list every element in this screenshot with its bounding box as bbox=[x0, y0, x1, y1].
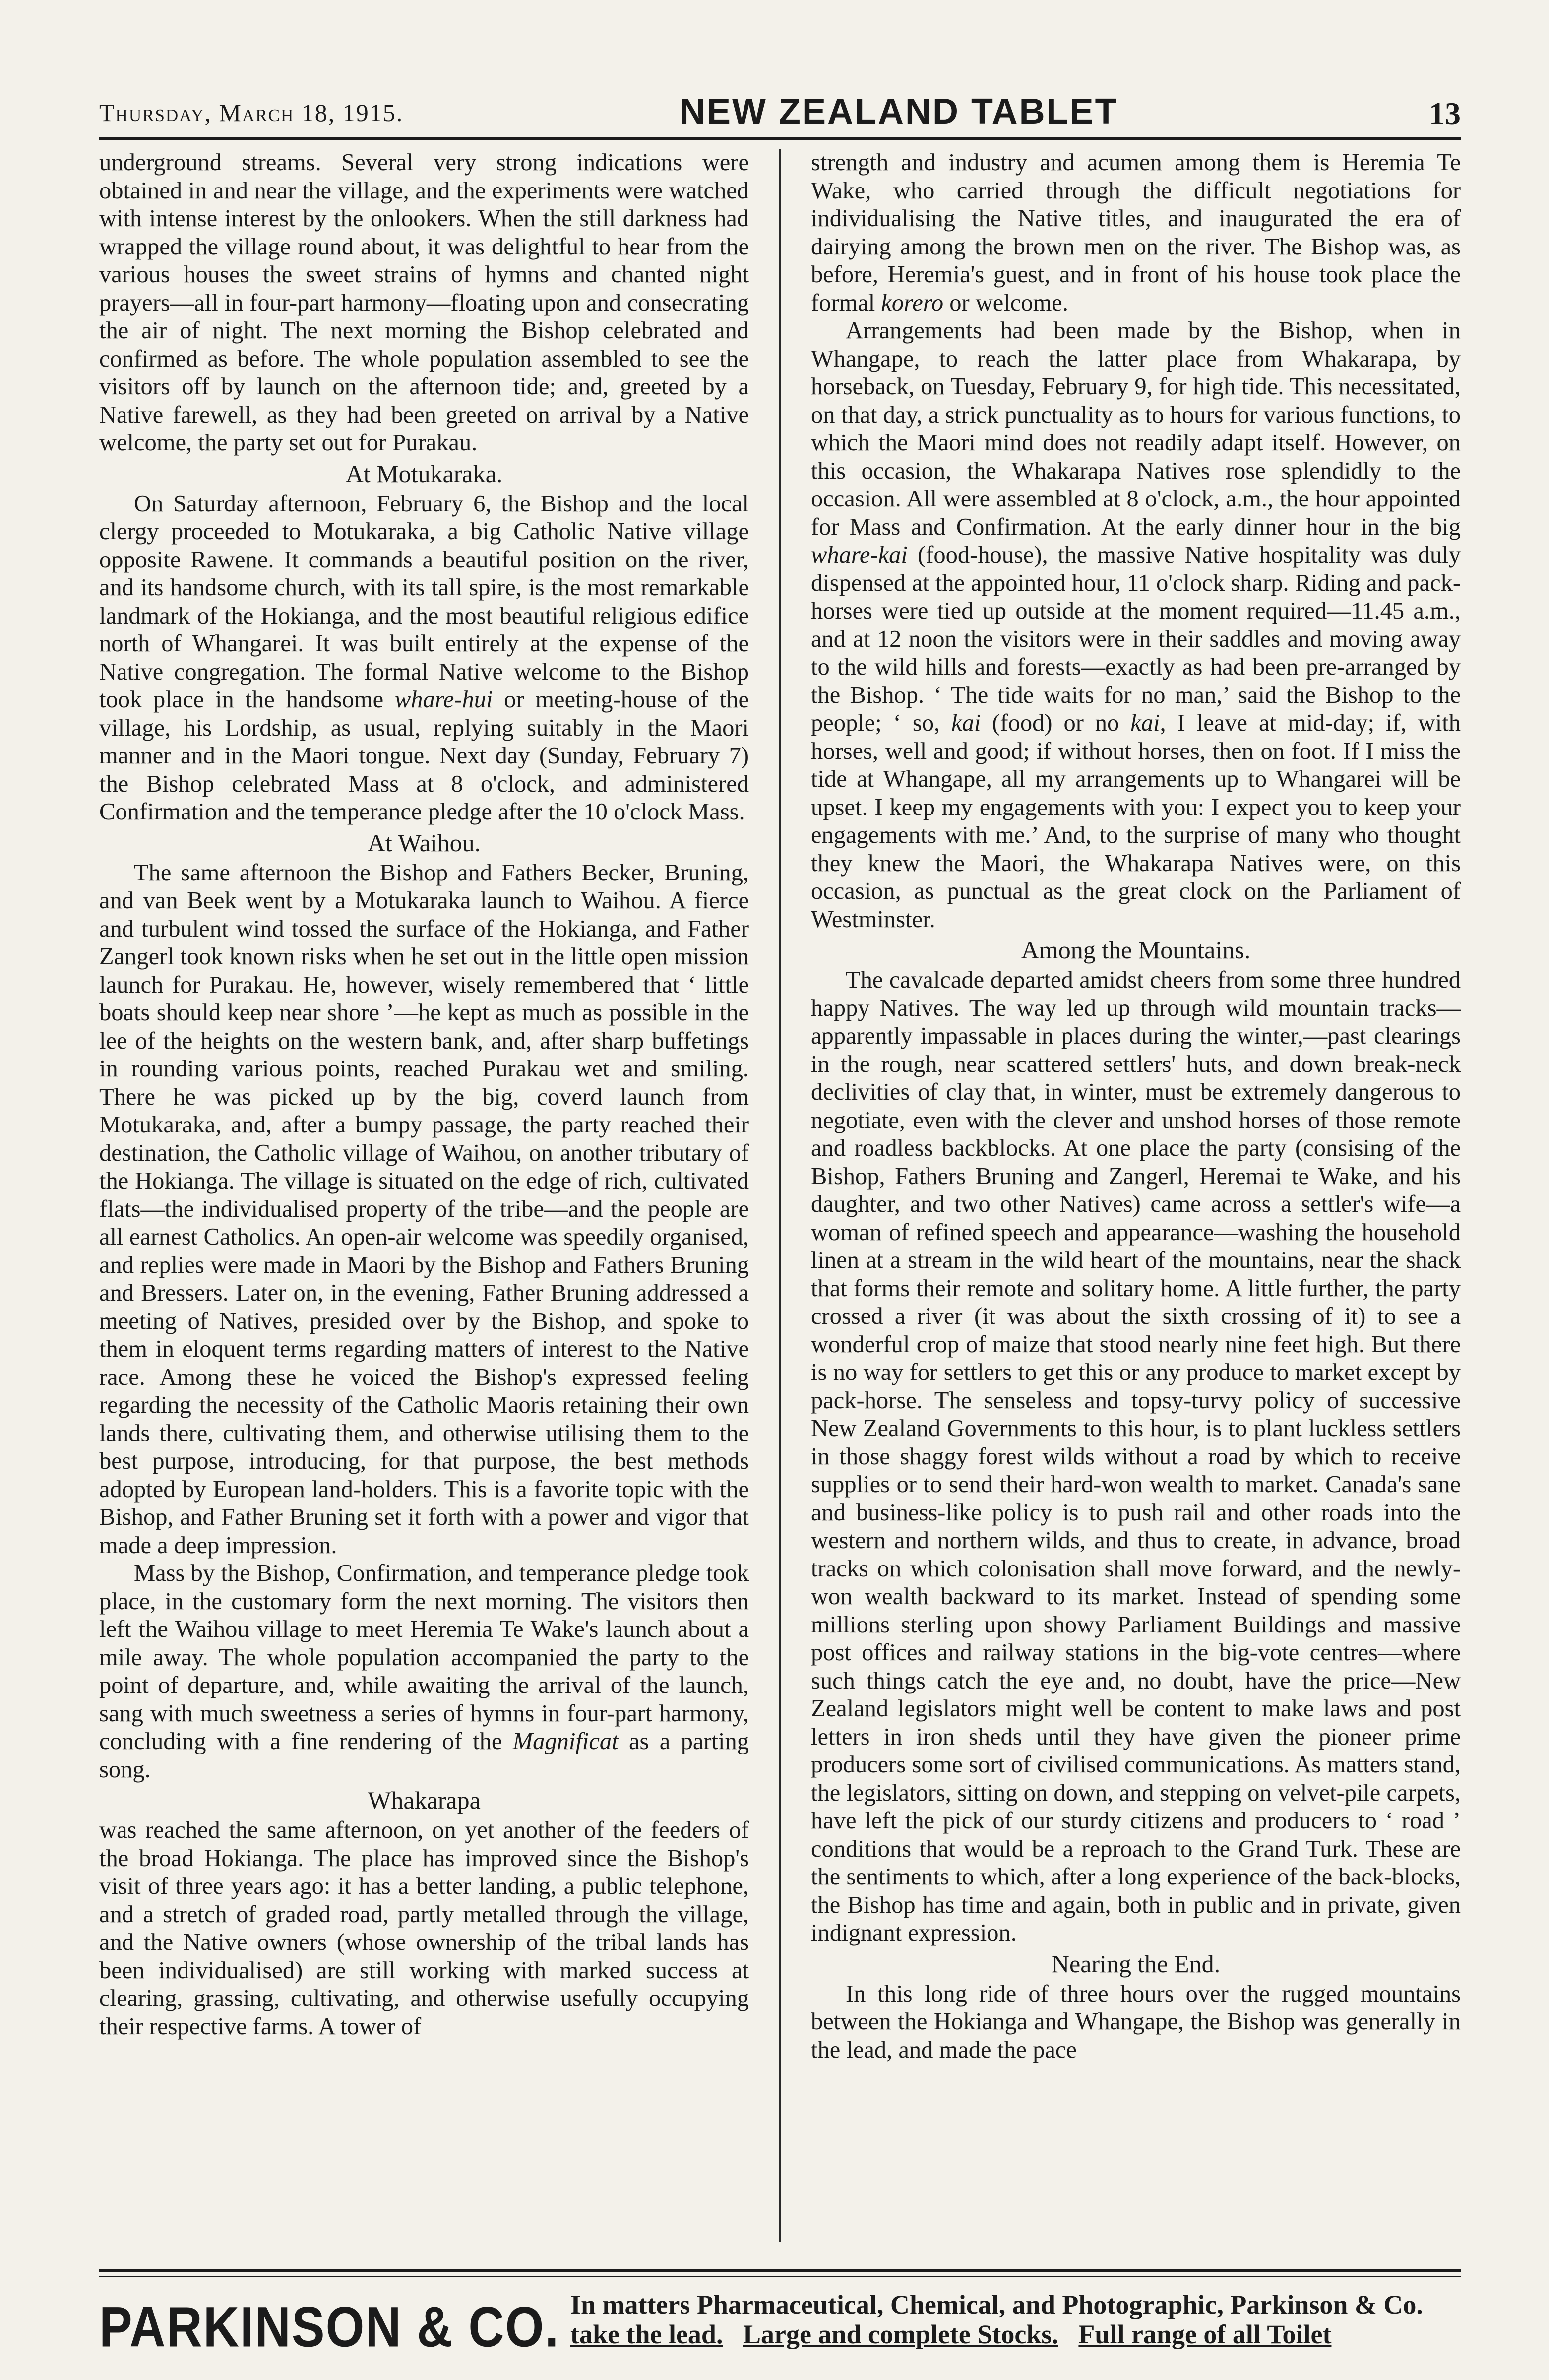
paragraph: Mass by the Bishop, Confirmation, and temperance pledge took place, in the customary form the next morning. The visitors then left the Waihou village to meet Heremia Te Wake's launch about a mile away. The whole population accompanied the party to the point of departure, and, while awaiting the arrival of the launch, sang with much sweetness a series of hymns in four-part harmony, concluding with a fine rendering of the Magnificat as a parting song. bbox=[99, 1560, 749, 1783]
section-heading: Among the Mountains. bbox=[1021, 936, 1251, 964]
advert-phrase: Full range of all Toilet bbox=[1078, 2319, 1332, 2349]
maori-term: whare-kai bbox=[811, 542, 908, 568]
advert-brand: PARKINSON & CO. bbox=[99, 2295, 560, 2359]
maori-term: kai bbox=[1130, 710, 1160, 736]
page-number: 13 bbox=[1429, 96, 1461, 131]
advert-line: In matters Pharmaceutical, Chemical, and Photographic, Parkinson & Co. bbox=[570, 2290, 1423, 2319]
section-heading: Whakarapa bbox=[368, 1786, 481, 1814]
paragraph: On Saturday afternoon, February 6, the Bishop and the local clergy proceeded to Motukaraka, a big Catholic Native village opposite Rawene. It commands a beautiful position on the river, and its handsome church, with its tall spire, is the most remarkable landmark of the Hokianga, and the most beautiful religious edifice north of Whangarei. It was built entirely at the expense of the Native congregation. The formal Native welcome to the Bishop took place in the handsome whare-hui or meeting-house of the village, his Lordship, as usual, replying suitably in the Maori manner and in the Maori tongue. Next day (Sunday, February 7) the Bishop celebrated Mass at 8 o'clock, and administered Confirmation and the temperance pledge after the 10 o'clock Mass. bbox=[99, 490, 749, 825]
left-column bbox=[99, 149, 749, 2242]
column-divider bbox=[779, 149, 781, 2242]
maori-term: kai bbox=[951, 710, 981, 736]
advert-rule bbox=[99, 2269, 1461, 2272]
section-heading: Nearing the End. bbox=[1051, 1949, 1221, 1978]
hymn-title: Magnificat bbox=[512, 1728, 619, 1754]
header-rule bbox=[99, 137, 1461, 140]
right-column bbox=[811, 149, 1461, 2242]
advert-text bbox=[570, 2290, 1461, 2349]
section-heading: At Motukaraka. bbox=[345, 459, 503, 488]
advert-rule-thin bbox=[99, 2276, 1461, 2277]
advert-line bbox=[570, 2319, 1461, 2349]
masthead-title: NEW ZEALAND TABLET bbox=[680, 92, 1118, 131]
paragraph: The same afternoon the Bishop and Fathers Becker, Bruning, and van Beek went by a Motukaraka launch to Waihou. A fierce and turbulent wind tossed the surface of the Hokianga, and Father Zangerl took known risks when he set out in the little open mission launch for Purakau. He, however, wisely remembered that ‘ little boats should keep near shore ’—he kept as much as possible in the lee of the heights on the western bank, and, after sharp buffetings in rounding various points, reached Purakau wet and smiling. There he was picked up by the big, coverd launch from Motukaraka, and, after a bumpy passage, the party reached their destination, the Catholic village of Waihou, on another tributary of the Hokianga. The village is situated on the edge of rich, cultivated flats—the individualised property of the tribe—and the people are all earnest Catholics. An open-air welcome was speedily organised, and replies were made in Maori by the Bishop and Fathers Bruning and Bressers. Later on, in the evening, Father Bruning addressed a meeting of Natives, presided over by the Bishop, and spoke to them in eloquent terms regarding matters of interest to the Native race. Among these he voiced the Bishop's expressed feeling regarding the necessity of the Catholic Maoris retaining their own lands there, cultivating them, and otherwise utilising them to the best purpose, introducing, for that purpose, the best methods adopted by European land-holders. This is a favorite topic with the Bishop, and Father Bruning set it forth with a power and vigor that made a deep impression. bbox=[99, 859, 749, 1559]
page-header bbox=[99, 94, 1461, 132]
issue-date: Thursday, March 18, 1915. bbox=[99, 99, 404, 126]
section-heading: At Waihou. bbox=[367, 828, 481, 857]
paragraph: The cavalcade departed amidst cheers from some three hundred happy Natives. The way led up through wild mountain tracks—apparently impassable in places during the winter,—past clearings in the rough, near scattered settlers' huts, and down break-neck declivities of clay that, in winter, must be extremely dangerous to negotiate, even with the clever and unshod horses of those remote and roadless backblocks. At one place the party (consising of the Bishop, Fathers Bruning and Zangerl, Heremai te Wake, and his daughter, and two other Natives) came across a settler's wife—a woman of refined speech and appearance—washing the household linen at a stream in the wild heart of the mountains, near the shack that forms their remote and solitary home. A little further, the party crossed a river (it was about the sixth crossing of it) to see a wonderful crop of maize that stood nearly nine feet high. But there is no way for settlers to get this or any produce to market except by pack-horse. The senseless and topsy-turvy policy of successive New Zealand Governments to this hour, is to plant luckless settlers in those shaggy forest wilds without a road by which to receive supplies or to send their hard-won wealth to market. Canada's sane and business-like policy is to push rail and other roads into the western and northern wilds, and thus to create, in advance, broad tracks on which colonisation shall move forward, and the newly-won wealth backward to its market. Instead of spending some millions sterling upon showy Parliament Buildings and massive post offices and railway stations in the big-vote centres—where such things catch the eye and, no doubt, have the price—New Zealand legislators might well be content to make laws and post letters in iron sheds until they have given the pioneer prime producers some sort of civilised communications. As matters stand, the legislators, sitting on down, and stepping on velvet-pile carpets, have left the pick of our sturdy citizens and producers to ‘ road ’ conditions that would be a reproach to the Grand Turk. These are the sentiments to which, after a long experience of the back-blocks, the Bishop has time and again, both in public and in private, given indignant expression. bbox=[811, 967, 1461, 1946]
paragraph: strength and industry and acumen among them is Heremia Te Wake, who carried through the difficult negotiations for individualising the Native titles, and inaugurated the era of dairying among the brown men on the river. The Bishop was, as before, Heremia's guest, and in front of his house took place the formal korero or welcome. bbox=[811, 149, 1461, 316]
advertisement bbox=[99, 2286, 1461, 2360]
paragraph: was reached the same afternoon, on yet another of the feeders of the broad Hokianga. The place has improved since the Bishop's visit of three years ago: it has a better landing, a public telephone, and a stretch of graded road, partly metalled through the village, and the Native owners (whose ownership of the tribal lands has been individualised) are still working with marked success at clearing, grassing, cultivating, and otherwise usefully occupying their respective farms. A tower of bbox=[99, 1817, 749, 2040]
paragraph: underground streams. Several very strong indications were obtained in and near the village, and the experiments were watched with intense interest by the onlookers. When the still darkness had wrapped the village round about, it was delightful to hear from the various houses the sweet strains of hymns and chanted night prayers—all in four-part harmony—floating upon and consecrating the air of night. The next morning the Bishop celebrated and confirmed as before. The whole population assembled to see the visitors off by launch on the afternoon tide; and, greeted by a Native farewell, as they had been greeted on arrival by a Native welcome, the party set out for Purakau. bbox=[99, 149, 749, 456]
advert-phrase: Large and complete Stocks. bbox=[743, 2319, 1058, 2349]
paragraph: Arrangements had been made by the Bishop, when in Whangape, to reach the latter place from Whakarapa, by horseback, on Tuesday, February 9, for high tide. This necessitated, on that day, a strick punctuality as to hours for various functions, to which the Maori mind does not readily adapt itself. However, on this occasion, the Whakarapa Natives rose splendidly to the occasion. All were assembled at 8 o'clock, a.m., the hour appointed for Mass and Confirmation. At the early dinner hour in the big whare-kai (food-house), the massive Native hospitality was duly dispensed at the appointed hour, 11 o'clock sharp. Riding and pack-horses were tied up outside at the moment required—11.45 a.m., and at 12 noon the visitors were in their saddles and moving away to the wild hills and forests—exactly as had been pre-arranged by the Bishop. ‘ The tide waits for no man,’ said the Bishop to the people; ‘ so, kai (food) or no kai, I leave at mid-day; if, with horses, well and good; if without horses, then on foot. If I miss the tide at Whangape, all my arrangements up to Whangarei will be upset. I keep my engagements with you: I expect you to keep your engagements with me.’ And, to the surprise of many who thought they knew the Maori, the Whakarapa Natives were, on this occasion, as punctual as the great clock on the Parliament of Westminster. bbox=[811, 317, 1461, 933]
maori-term: whare-hui bbox=[394, 687, 493, 713]
maori-term: korero bbox=[881, 289, 944, 316]
advert-phrase: take the lead. bbox=[570, 2319, 723, 2349]
paragraph: In this long ride of three hours over the rugged mountains between the Hokianga and Whangape, the Bishop was generally in the lead, and made the pace bbox=[811, 1980, 1461, 2063]
